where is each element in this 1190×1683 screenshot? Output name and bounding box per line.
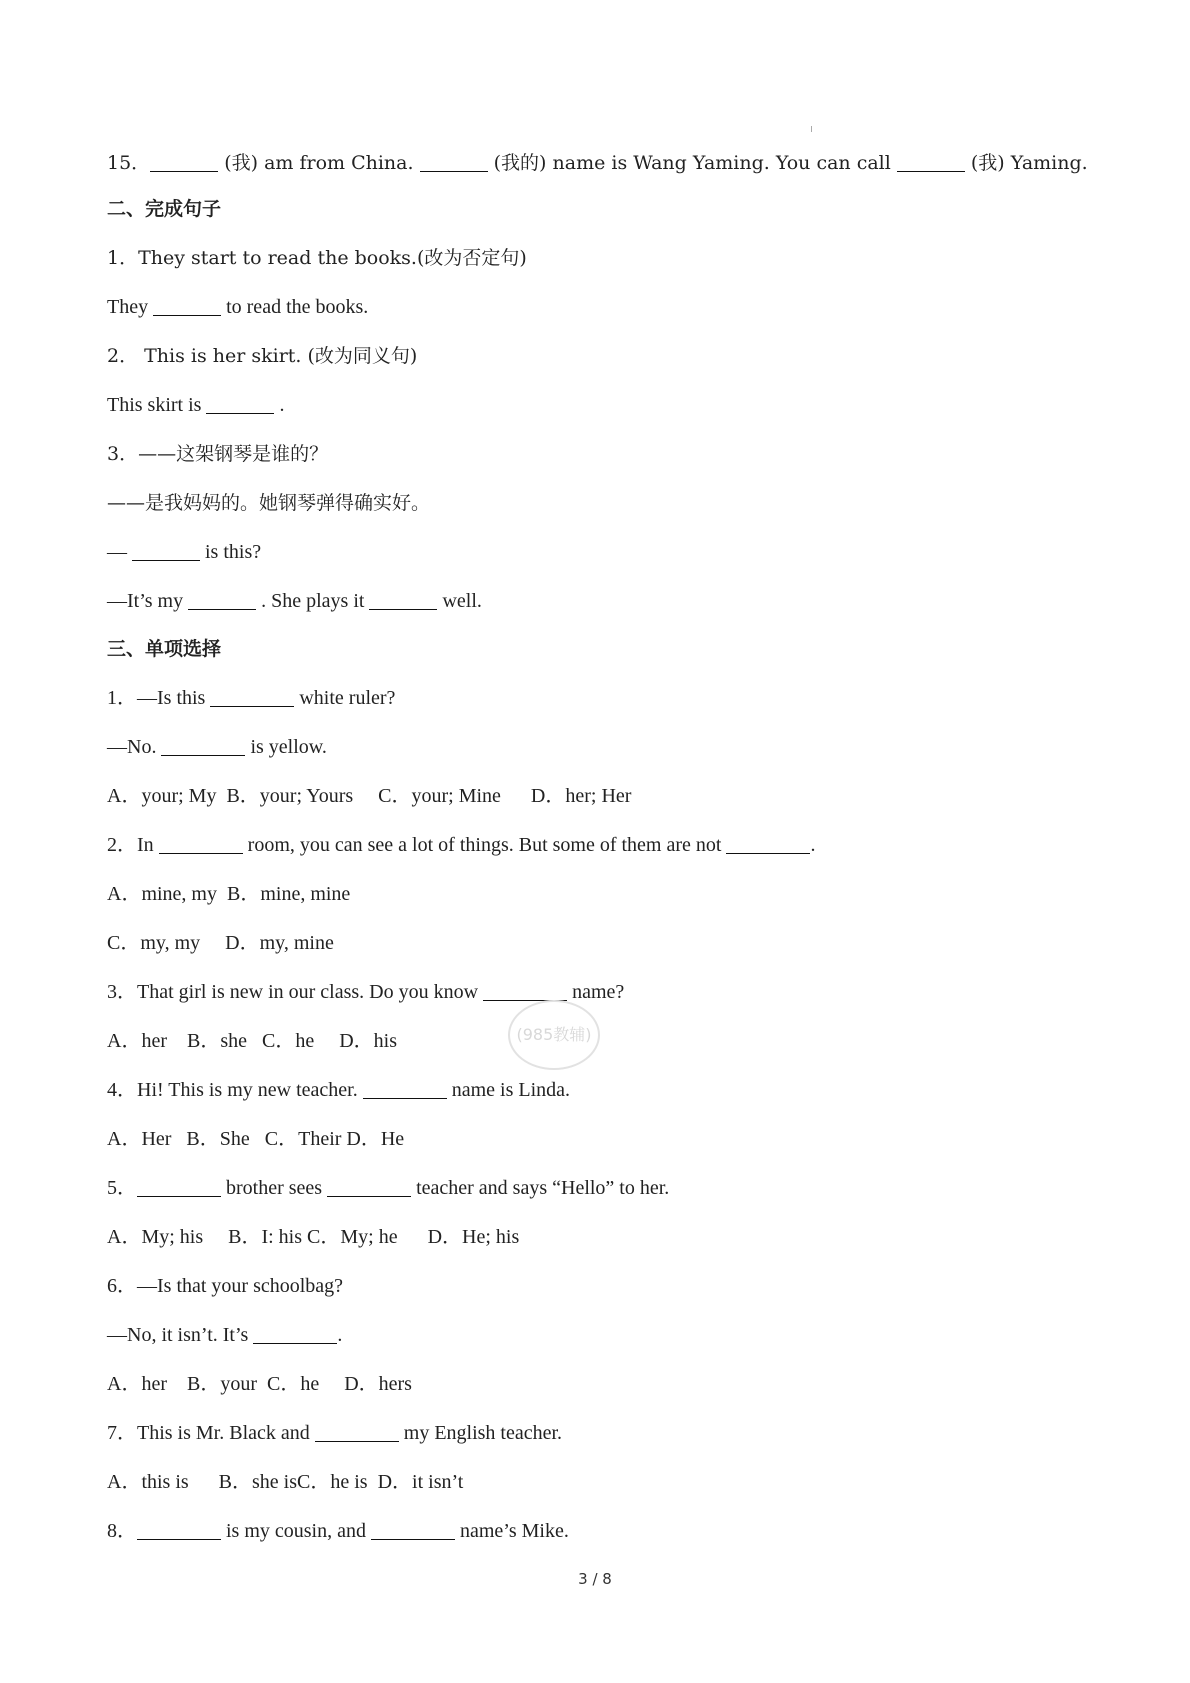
blank[interactable] bbox=[315, 1423, 399, 1442]
section-title-multiple-choice: 三、单项选择 bbox=[107, 638, 222, 660]
mc-1-options: A．your; My B．your; Yours C．your; Mine D．her; Her bbox=[107, 785, 632, 807]
blank[interactable] bbox=[153, 297, 221, 316]
blank[interactable] bbox=[253, 1325, 337, 1344]
blank[interactable] bbox=[371, 1521, 455, 1540]
blank[interactable] bbox=[137, 1178, 221, 1197]
blank[interactable] bbox=[369, 591, 437, 610]
blank[interactable] bbox=[210, 688, 294, 707]
mc-2-question: 2．In room, you can see a lot of things. But some of them are not . bbox=[107, 834, 816, 856]
blank[interactable] bbox=[137, 1521, 221, 1540]
sentence-1-answer: They to read the books. bbox=[107, 296, 369, 318]
mc-2-options-row-1: A．mine, my B．mine, mine bbox=[107, 883, 351, 905]
mc-2-options-row-2: C．my, my D．my, mine bbox=[107, 932, 334, 954]
blank[interactable] bbox=[161, 737, 245, 756]
mc-5-options: A．My; his B．I: his C．My; he D．He; his bbox=[107, 1226, 520, 1248]
blank[interactable] bbox=[188, 591, 256, 610]
mc-8-question: 8． is my cousin, and name’s Mike. bbox=[107, 1520, 569, 1542]
mc-4-question: 4．Hi! This is my new teacher. name is Linda. bbox=[107, 1079, 571, 1101]
sentence-3-answer-2: —It’s my . She plays it well. bbox=[107, 590, 482, 612]
watermark-stamp: (985教辅) bbox=[508, 1000, 600, 1070]
page-number: 3 / 8 bbox=[578, 1570, 612, 1588]
mc-7-question: 7．This is Mr. Black and my English teacher. bbox=[107, 1422, 563, 1444]
section-title-complete-sentences: 二、完成句子 bbox=[107, 198, 222, 220]
mc-3-question: 3．That girl is new in our class. Do you know name? bbox=[107, 981, 625, 1003]
sentence-1-question: 1．They start to read the books.(改为否定句) bbox=[107, 247, 527, 269]
question-15: 15． (我) am from China. (我的) name is Wang Yaming. You can call (我) Yaming. bbox=[107, 152, 1088, 174]
sentence-3-answer-1: — is this? bbox=[107, 541, 262, 563]
blank[interactable] bbox=[363, 1080, 447, 1099]
mc-1-question: 1．—Is this white ruler? bbox=[107, 687, 396, 709]
sentence-2-answer: This skirt is . bbox=[107, 394, 285, 416]
blank[interactable] bbox=[206, 395, 274, 414]
mc-7-options: A．this is B．she isC．he is D．it isn’t bbox=[107, 1471, 464, 1493]
blank[interactable] bbox=[483, 982, 567, 1001]
blank[interactable] bbox=[420, 153, 488, 172]
page-mark bbox=[811, 126, 812, 132]
mc-5-question: 5． brother sees teacher and says “Hello” to her. bbox=[107, 1177, 670, 1199]
blank[interactable] bbox=[897, 153, 965, 172]
blank[interactable] bbox=[150, 153, 218, 172]
mc-3-options: A．her B．she C．he D．his bbox=[107, 1030, 397, 1052]
sentence-3-question-reply: ——是我妈妈的。她钢琴弹得确实好。 bbox=[107, 492, 431, 514]
mc-6-question: 6．—Is that your schoolbag? bbox=[107, 1275, 344, 1297]
blank[interactable] bbox=[132, 542, 200, 561]
sentence-2-question: 2． This is her skirt. (改为同义句) bbox=[107, 345, 418, 367]
mc-6-options: A．her B．your C．he D．hers bbox=[107, 1373, 412, 1395]
mc-6-reply: —No, it isn’t. It’s . bbox=[107, 1324, 343, 1346]
mc-4-options: A．Her B．She C．Their D．He bbox=[107, 1128, 405, 1150]
blank[interactable] bbox=[327, 1178, 411, 1197]
blank[interactable] bbox=[159, 835, 243, 854]
blank[interactable] bbox=[726, 835, 810, 854]
sentence-3-question: 3．——这架钢琴是谁的？ bbox=[107, 443, 329, 465]
mc-1-reply: —No. is yellow. bbox=[107, 736, 327, 758]
